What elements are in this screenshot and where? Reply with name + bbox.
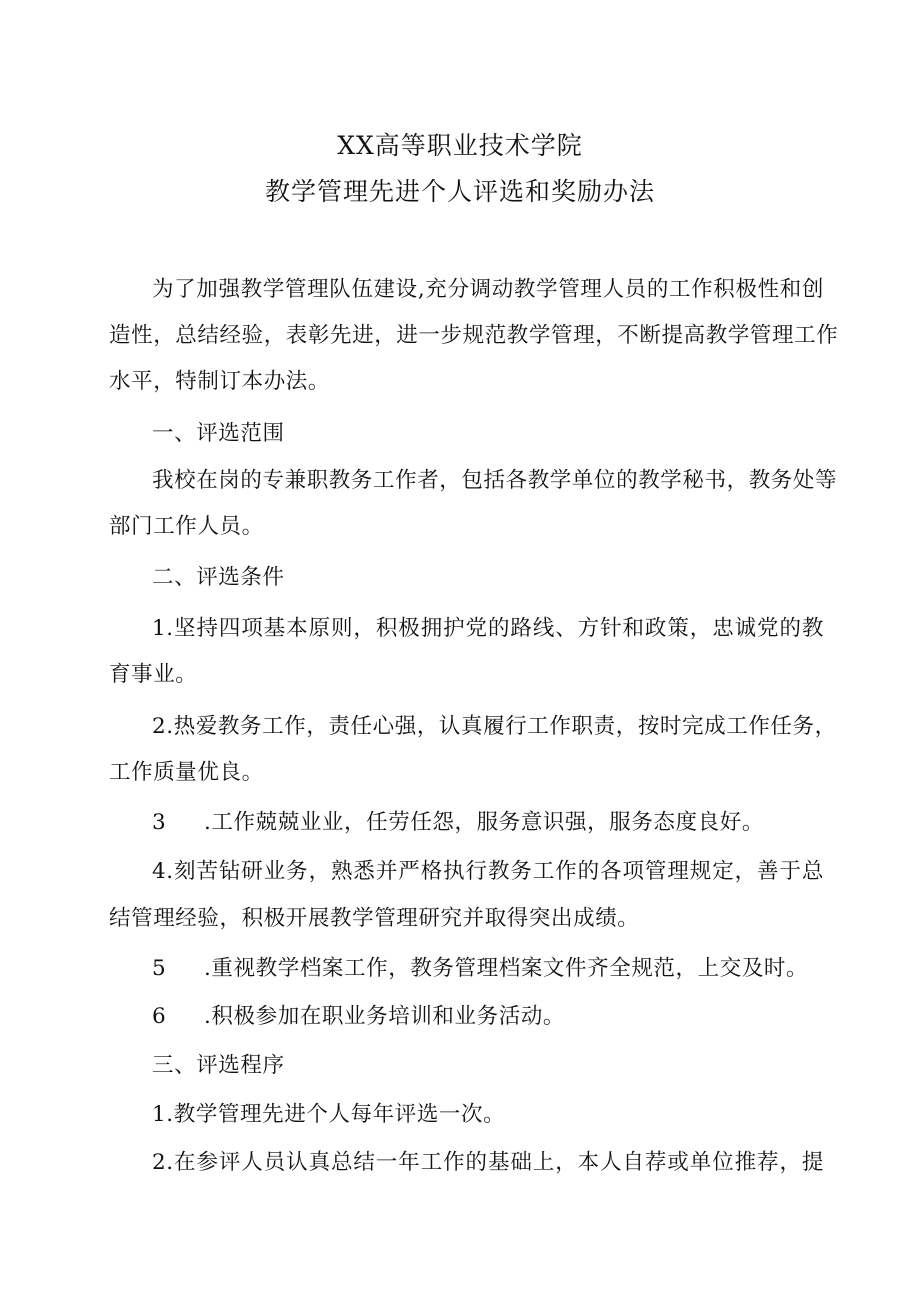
intro-line-2: 造性，总结经验，表彰先进，进一步规范教学管理，不断提高教学管理工作 <box>109 323 839 348</box>
section2-item-4 <box>152 857 824 887</box>
section2-heading: 二、评选条件 <box>152 565 285 590</box>
section2-item-2 <box>152 712 837 742</box>
section2-item-5 <box>152 954 824 984</box>
item-text: .工作兢兢业业，任劳任怨，服务意识强，服务态度良好。 <box>204 810 764 835</box>
section2-item-3 <box>152 808 824 838</box>
section2-item-2-cont: 工作质量优良。 <box>109 760 264 785</box>
item-text: .教学管理先进个人每年评选一次。 <box>166 1102 506 1127</box>
item-text: .积极参加在职业务培训和业务活动。 <box>204 1004 566 1029</box>
section1-heading: 一、评选范围 <box>152 421 285 446</box>
intro-line-1: 为了加强教学管理队伍建设,充分调动教学管理人员的工作积极性和创 <box>152 277 824 302</box>
section1-line-2: 部门工作人员。 <box>109 514 264 539</box>
item-number: 4 <box>152 859 167 884</box>
item-text: .在参评人员认真总结一年工作的基础上，本人自荐或单位推荐，提 <box>166 1150 824 1175</box>
item-number: 3 <box>152 810 167 835</box>
section2-item-6 <box>152 1002 824 1032</box>
section2-item-1-cont: 育事业。 <box>109 662 198 687</box>
section3-item-2 <box>152 1148 824 1178</box>
item-text: .热爱教务工作，责任心强，认真履行工作职责，按时完成工作任务， <box>166 714 837 739</box>
item-number: 5 <box>152 956 167 981</box>
section3-item-1 <box>152 1100 824 1130</box>
section2-item-1 <box>152 614 824 644</box>
document-title-line2: 教学管理先进个人评选和奖励办法 <box>264 177 655 206</box>
section1-line-1: 我校在岗的专兼职教务工作者，包括各教学单位的教学秘书，教务处等 <box>152 468 838 493</box>
item-number: 1 <box>152 1102 167 1127</box>
intro-line-3: 水平，特制订本办法。 <box>109 369 331 394</box>
item-number: 2 <box>152 714 167 739</box>
item-text: .刻苦钻研业务，熟悉并严格执行教务工作的各项管理规定，善于总 <box>166 859 824 884</box>
document-title-line1: XX高等职业技术学院 <box>337 131 583 160</box>
item-number: 2 <box>152 1150 167 1175</box>
section3-heading: 三、评选程序 <box>152 1053 285 1078</box>
item-text: .坚持四项基本原则，积极拥护党的路线、方针和政策，忠诚党的教 <box>166 616 824 641</box>
section2-item-4-cont: 结管理经验，积极开展教学管理研究并取得突出成绩。 <box>109 906 640 931</box>
item-text: .重视教学档案工作，教务管理档案文件齐全规范，上交及时。 <box>204 956 809 981</box>
item-number: 6 <box>152 1004 167 1029</box>
item-number: 1 <box>152 616 167 641</box>
